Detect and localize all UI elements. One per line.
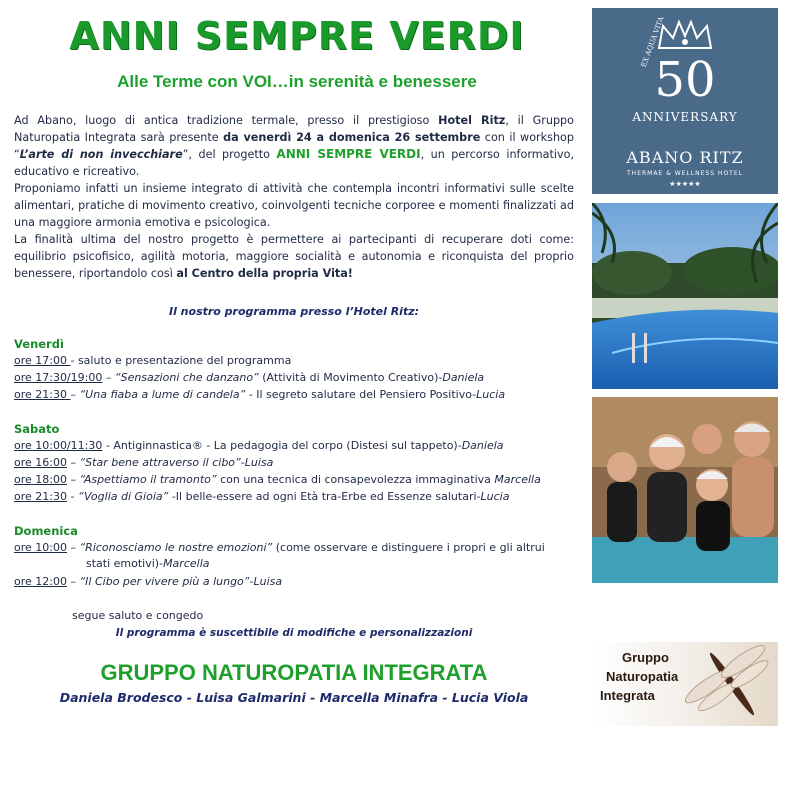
schedule-item: ore 10:00/11:30 - Antiginnastica® - La pedagogia del corpo (Distesi sul tappeto)-Daniela — [14, 439, 504, 452]
intro-text — [14, 112, 574, 282]
intro-p1-b: , il Gruppo Naturopatia Integrata sarà presente — [14, 114, 574, 144]
intro-workshop: L’arte di non invecchiare — [19, 148, 183, 161]
closing-text: segue saluto e congedo — [72, 609, 204, 622]
crown-icon — [655, 18, 715, 52]
gni-line2: Naturopatia — [606, 669, 679, 684]
intro-p1-e: , un percorso informativo, educativo e ricreativo. — [14, 148, 575, 178]
logo-brand: ABANO RITZ — [626, 148, 744, 167]
schedule-item: ore 18:00 – “Aspettiamo il tramonto” con una tecnica di consapevolezza immaginativa Marcella — [14, 473, 541, 486]
pool-image — [592, 203, 778, 389]
schedule-item: ore 10:00 – “Riconosciamo le nostre emozioni” (come osservare e distinguere i propri e gli altrui — [14, 541, 545, 554]
schedule-item: stati emotivi)-Marcella — [86, 557, 210, 570]
intro-p1-a: Ad Abano, luogo di antica tradizione termale, presso il prestigioso — [14, 114, 439, 127]
intro-dates: da venerdì 24 a domenica 26 settembre — [223, 131, 481, 144]
schedule-item: ore 17:00 - saluto e presentazione del programma — [14, 354, 292, 367]
schedule-item: ore 17:30/19:00 – “Sensazioni che danzano” (Attività di Movimento Creativo)-Daniela — [14, 371, 485, 384]
logo-motto: EX AQUA VITA — [639, 15, 666, 69]
intro-p3-a: La finalità ultima del nostro progetto è permettere ai partecipanti di recuperare doti come: equilibrio psicofisico, agilità motoria, maggiore socialità e autonomia e riconquista del proprio benessere, riportandolo così — [14, 233, 574, 280]
logo-anniversary: ANNIVERSARY — [632, 110, 738, 124]
intro-p1-d: ”, del progetto — [182, 148, 277, 161]
gni-line3: Integrata — [600, 688, 655, 703]
seniors-image — [592, 397, 778, 583]
gni-logo — [592, 642, 778, 726]
intro-p1-c: con il workshop “ — [14, 131, 574, 161]
day-saturday: Sabato — [14, 422, 60, 436]
intro-hotel: Hotel Ritz — [438, 114, 506, 127]
schedule-item: ore 16:00 – “Star bene attraverso il cibo”-Luisa — [14, 456, 274, 469]
day-sunday: Domenica — [14, 524, 78, 538]
page-subtitle: Alle Terme con VOI…in serenità e benessere — [117, 72, 477, 91]
logo-stars: ★★★★★ — [669, 180, 701, 188]
schedule-item: ore 21:30 – “Una fiaba a lume di candela” - Il segreto salutare del Pensiero Positivo-Lucia — [14, 388, 506, 401]
intro-project: ANNI SEMPRE VERDI — [276, 147, 421, 161]
seniors-photo — [592, 397, 778, 583]
day-friday: Venerdì — [14, 337, 64, 351]
schedule-item: ore 12:00 – “Il Cibo per vivere più a lungo”-Luisa — [14, 575, 283, 588]
group-name: GRUPPO NATUROPATIA INTEGRATA — [100, 660, 488, 685]
gni-logo-text — [600, 648, 678, 705]
intro-p2: Proponiamo infatti un insieme integrato di attività che contempla incontri informativi sulle scelte alimentari, pratiche di movimento creativo, coinvolgenti tecniche corporee e momenti finalizzati ad una maggiore armonia emotiva e psicologica. — [14, 182, 574, 229]
program-title: Il nostro programma presso l’Hotel Ritz: — [168, 305, 420, 318]
logo-tagline: THERMAE & WELLNESS HOTEL — [627, 170, 743, 177]
gni-line1: Gruppo — [622, 650, 669, 665]
schedule-item: ore 21:30 - “Voglia di Gioia” -Il belle-essere ad ogni Età tra-Erbe ed Essenze salutari-Lucia — [14, 490, 510, 503]
program-note: Il programma è suscettibile di modifiche e personalizzazioni — [115, 627, 473, 639]
logo-number: 50 — [654, 52, 716, 108]
abano-ritz-logo — [592, 8, 778, 194]
member-names: Daniela Brodesco - Luisa Galmarini - Marcella Minafra - Lucia Viola — [59, 690, 529, 705]
intro-p3-b: al Centro della propria Vita! — [176, 267, 353, 280]
pool-photo — [592, 203, 778, 389]
page-title: ANNI SEMPRE VERDI — [69, 14, 525, 58]
